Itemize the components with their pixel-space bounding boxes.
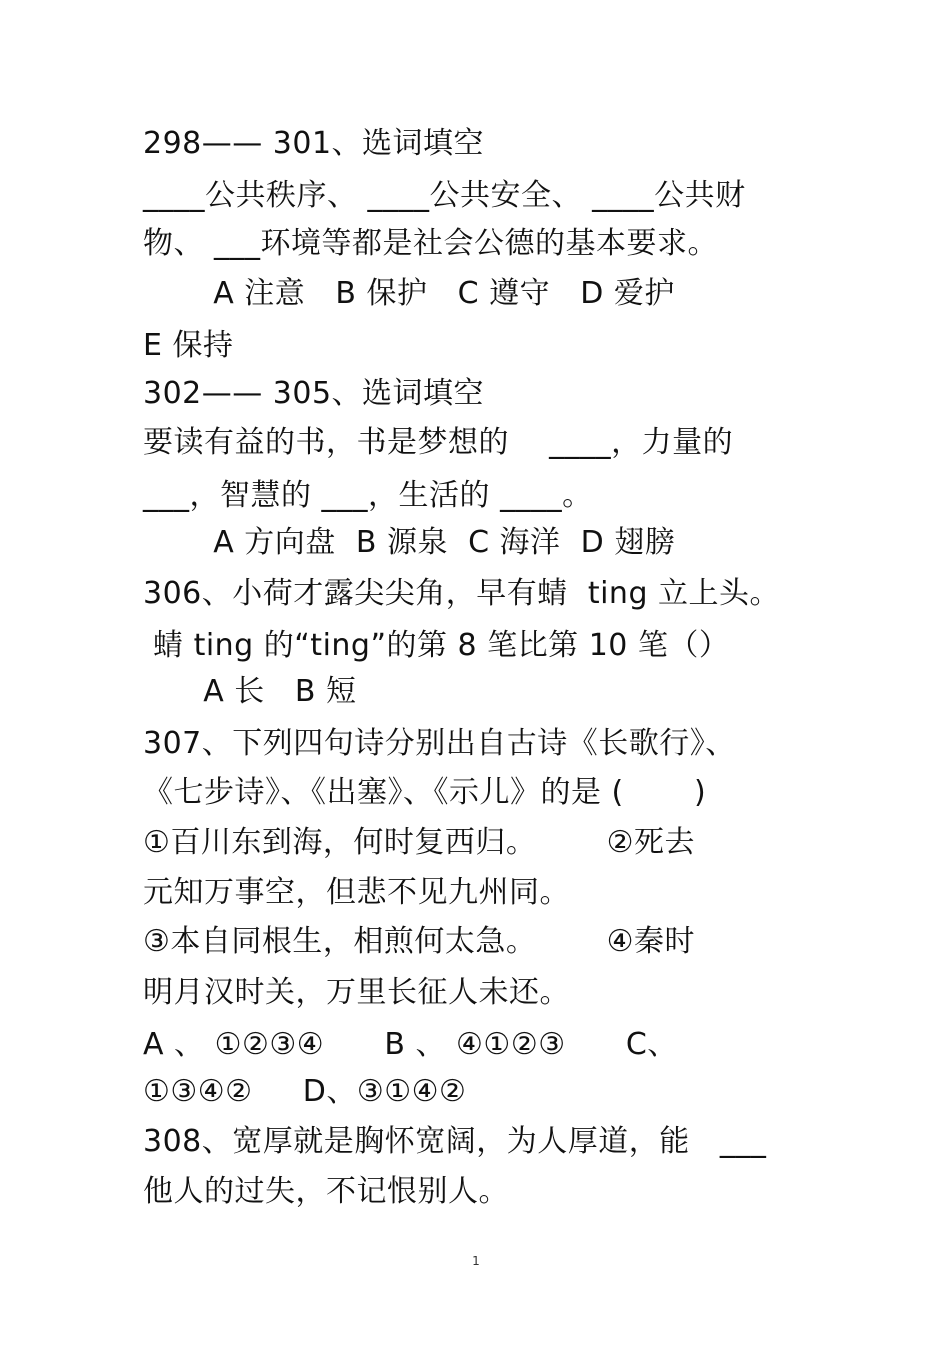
options-298-301-line-2: E 保持: [143, 328, 234, 363]
options-307-line-1: A 、 ①②③④ B 、 ④①②③ C、: [143, 1027, 678, 1062]
question-302-305-line-1: 要读有益的书，书是梦想的 ____，力量的: [143, 425, 734, 460]
question-298-301-line-2: 物、 ___环境等都是社会公德的基本要求。: [143, 226, 719, 261]
question-306-line-2: 蜻 ting 的“ting”的第 8 笔比第 10 笔（）: [143, 628, 730, 663]
poem-lines-1: ①百川东到海，何时复西归。 ②死去: [143, 825, 696, 860]
heading-298-301: 298—— 301、选词填空: [143, 126, 485, 161]
heading-302-305: 302—— 305、选词填空: [143, 376, 485, 411]
question-307-line-2: 《七步诗》、《出塞》、《示儿》的是 ( ): [143, 775, 707, 810]
question-306-line-1: 306、小荷才露尖尖角，早有蜻 ting 立上头。: [143, 576, 781, 611]
options-306: A 长 B 短: [143, 674, 357, 709]
question-302-305-line-2: ___，智慧的 ___，生活的 ____。: [143, 478, 593, 513]
options-298-301-line-1: A 注意 B 保护 C 遵守 D 爱护: [143, 276, 675, 311]
page-number: 1: [472, 1254, 480, 1268]
poem-lines-2: 元知万事空，但悲不见九州同。: [143, 875, 570, 910]
question-298-301-line-1: ____公共秩序、 ____公共安全、 ____公共财: [143, 178, 746, 213]
question-308-line-2: 他人的过失，不记恨别人。: [143, 1174, 509, 1209]
question-308-line-1: 308、宽厚就是胸怀宽阔，为人厚道，能 ___: [143, 1124, 767, 1159]
question-307-line-1: 307、下列四句诗分别出自古诗《长歌行》、: [143, 726, 736, 761]
options-302-305: A 方向盘 B 源泉 C 海洋 D 翅膀: [143, 525, 676, 560]
poem-lines-4: 明月汉时关，万里长征人未还。: [143, 975, 570, 1010]
options-307-line-2: ①③④② D、③①④②: [143, 1074, 467, 1109]
poem-lines-3: ③本自同根生，相煎何太急。 ④秦时: [143, 924, 696, 959]
